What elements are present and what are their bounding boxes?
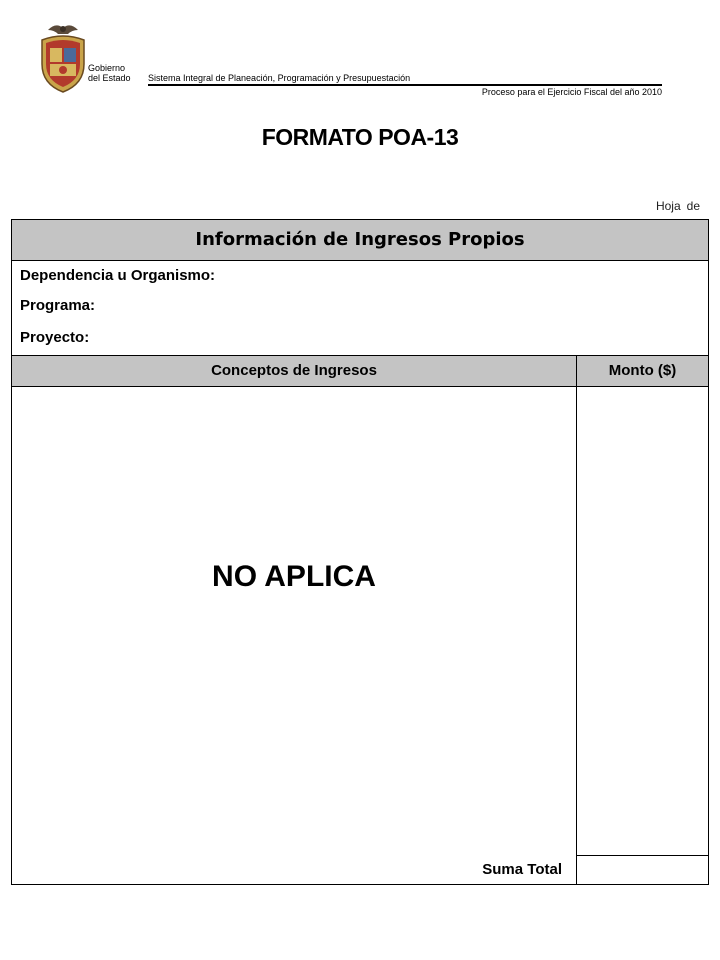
state-coat-of-arms-logo (34, 18, 92, 96)
page-title: FORMATO POA-13 (261, 124, 459, 150)
dependencia-label: Dependencia u Organismo: (20, 267, 216, 284)
total-label: Suma Total (482, 861, 562, 878)
conceptos-column-header: Conceptos de Ingresos (12, 356, 577, 386)
column-divider (576, 387, 577, 884)
form-title: Información de Ingresos Propios (12, 220, 708, 261)
programa-label: Programa: (20, 297, 96, 314)
del-estado-label: del Estado (88, 73, 131, 83)
proyecto-label: Proyecto: (20, 329, 90, 346)
total-cell-divider (577, 855, 708, 856)
hoja-label: Hoja (655, 199, 681, 213)
table-header-row (12, 355, 708, 387)
system-name: Sistema Integral de Planeación, Programación y Presupuestación (148, 73, 411, 83)
gobierno-label: Gobierno (88, 63, 126, 73)
page-counter (656, 199, 700, 213)
monto-column-header: Monto ($) (608, 362, 677, 379)
not-applicable-text: NO APLICA (212, 560, 376, 593)
process-label: Proceso para el Ejercicio Fiscal del año 2010 (481, 87, 662, 97)
de-label: de (686, 199, 700, 213)
header-divider (148, 84, 662, 86)
income-form (11, 219, 709, 885)
